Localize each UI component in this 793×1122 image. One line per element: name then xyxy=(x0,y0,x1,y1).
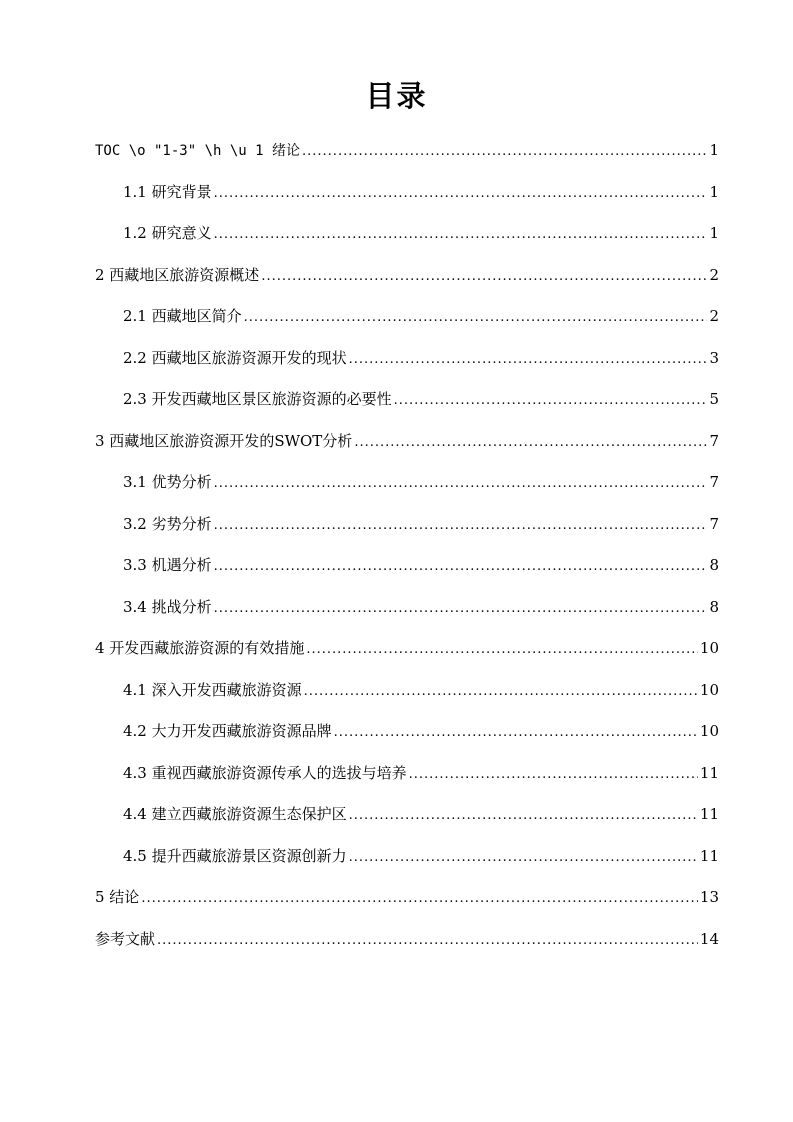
toc-entry-text: 2 西藏地区旅游资源概述 xyxy=(95,265,260,284)
toc-page-number: 11 xyxy=(699,846,719,865)
toc-entry-text: 4.2 大力开发西藏旅游资源品牌 xyxy=(123,722,332,740)
toc-entry-text: 4.1 深入开发西藏旅游资源 xyxy=(123,680,302,699)
dot-leader xyxy=(302,131,707,173)
page-title: 目录 xyxy=(365,79,428,113)
dot-leader xyxy=(157,920,698,962)
toc-entry[interactable] xyxy=(95,213,719,255)
toc-page-number: 13 xyxy=(699,888,719,906)
toc-entry[interactable] xyxy=(95,711,719,753)
toc-entry[interactable] xyxy=(95,296,719,338)
table-of-contents xyxy=(95,130,719,960)
toc-page-number: 2 xyxy=(709,265,719,284)
toc-page-number: 7 xyxy=(709,473,719,491)
toc-page-number: 1 xyxy=(709,182,719,201)
toc-entry-text: 3 西藏地区旅游资源开发的SWOT分析 xyxy=(95,431,353,450)
toc-entry-text: 4.4 建立西藏旅游资源生态保护区 xyxy=(123,805,347,823)
toc-entry-text: 4 开发西藏旅游资源的有效措施 xyxy=(95,639,305,657)
toc-entry[interactable] xyxy=(95,545,719,587)
dot-leader xyxy=(214,173,708,215)
toc-entry[interactable] xyxy=(95,379,719,421)
toc-entry-text: 2.3 开发西藏地区景区旅游资源的必要性 xyxy=(123,390,392,408)
toc-entry[interactable] xyxy=(95,877,719,919)
dot-leader xyxy=(349,339,708,381)
toc-entry[interactable] xyxy=(95,628,719,670)
dot-leader xyxy=(244,297,708,339)
toc-entry-text: 3.4 挑战分析 xyxy=(123,597,212,616)
dot-leader xyxy=(394,380,708,422)
dot-leader xyxy=(214,546,708,588)
dot-leader xyxy=(334,712,698,754)
toc-page-number: 10 xyxy=(699,680,719,699)
toc-page-number: 10 xyxy=(699,722,719,740)
dot-leader xyxy=(214,214,708,256)
toc-entry-text: 1.1 研究背景 xyxy=(123,182,212,201)
toc-page-number: 7 xyxy=(709,514,719,533)
dot-leader xyxy=(349,795,698,837)
toc-entry[interactable] xyxy=(95,338,719,380)
toc-entry-text: 4.3 重视西藏旅游资源传承人的选拔与培养 xyxy=(123,763,407,782)
toc-page-number: 5 xyxy=(709,390,719,408)
dot-leader xyxy=(214,463,708,505)
toc-entry-text: TOC \o "1-3" \h \u 1 绪论 xyxy=(95,143,301,159)
toc-entry[interactable] xyxy=(95,255,719,297)
toc-page-number: 3 xyxy=(709,348,719,367)
toc-page-number: 10 xyxy=(699,639,719,657)
toc-page-number: 1 xyxy=(709,141,719,159)
toc-entry[interactable] xyxy=(95,130,719,172)
toc-entry[interactable] xyxy=(95,836,719,878)
dot-leader xyxy=(349,837,698,879)
toc-page-number: 1 xyxy=(709,224,719,242)
dot-leader xyxy=(141,878,698,920)
dot-leader xyxy=(354,422,707,464)
dot-leader xyxy=(261,256,707,298)
toc-entry-text: 3.1 优势分析 xyxy=(123,473,212,491)
dot-leader xyxy=(214,505,708,547)
toc-entry-text: 3.2 劣势分析 xyxy=(123,514,212,533)
toc-entry[interactable] xyxy=(95,504,719,546)
toc-page-number: 8 xyxy=(709,556,719,574)
toc-page-number: 11 xyxy=(699,805,719,823)
dot-leader xyxy=(304,671,698,713)
toc-entry-text: 参考文献 xyxy=(95,929,156,948)
toc-entry-text: 4.5 提升西藏旅游景区资源创新力 xyxy=(123,846,347,865)
toc-entry[interactable] xyxy=(95,172,719,214)
dot-leader xyxy=(214,588,708,630)
toc-entry-text: 5 结论 xyxy=(95,888,140,906)
toc-entry[interactable] xyxy=(95,919,719,961)
toc-entry-text: 2.1 西藏地区简介 xyxy=(123,307,242,325)
toc-entry[interactable] xyxy=(95,587,719,629)
toc-entry[interactable] xyxy=(95,670,719,712)
dot-leader xyxy=(306,629,698,671)
toc-page-number: 7 xyxy=(709,431,719,450)
toc-page-number: 2 xyxy=(709,307,719,325)
toc-page-number: 14 xyxy=(699,929,719,948)
toc-entry[interactable] xyxy=(95,462,719,504)
toc-page-number: 8 xyxy=(709,597,719,616)
toc-entry-text: 1.2 研究意义 xyxy=(123,224,212,242)
toc-entry-text: 2.2 西藏地区旅游资源开发的现状 xyxy=(123,348,347,367)
toc-entry[interactable] xyxy=(95,421,719,463)
toc-entry[interactable] xyxy=(95,794,719,836)
toc-entry-text: 3.3 机遇分析 xyxy=(123,556,212,574)
toc-page-number: 11 xyxy=(699,763,719,782)
toc-entry[interactable] xyxy=(95,753,719,795)
dot-leader xyxy=(409,754,698,796)
